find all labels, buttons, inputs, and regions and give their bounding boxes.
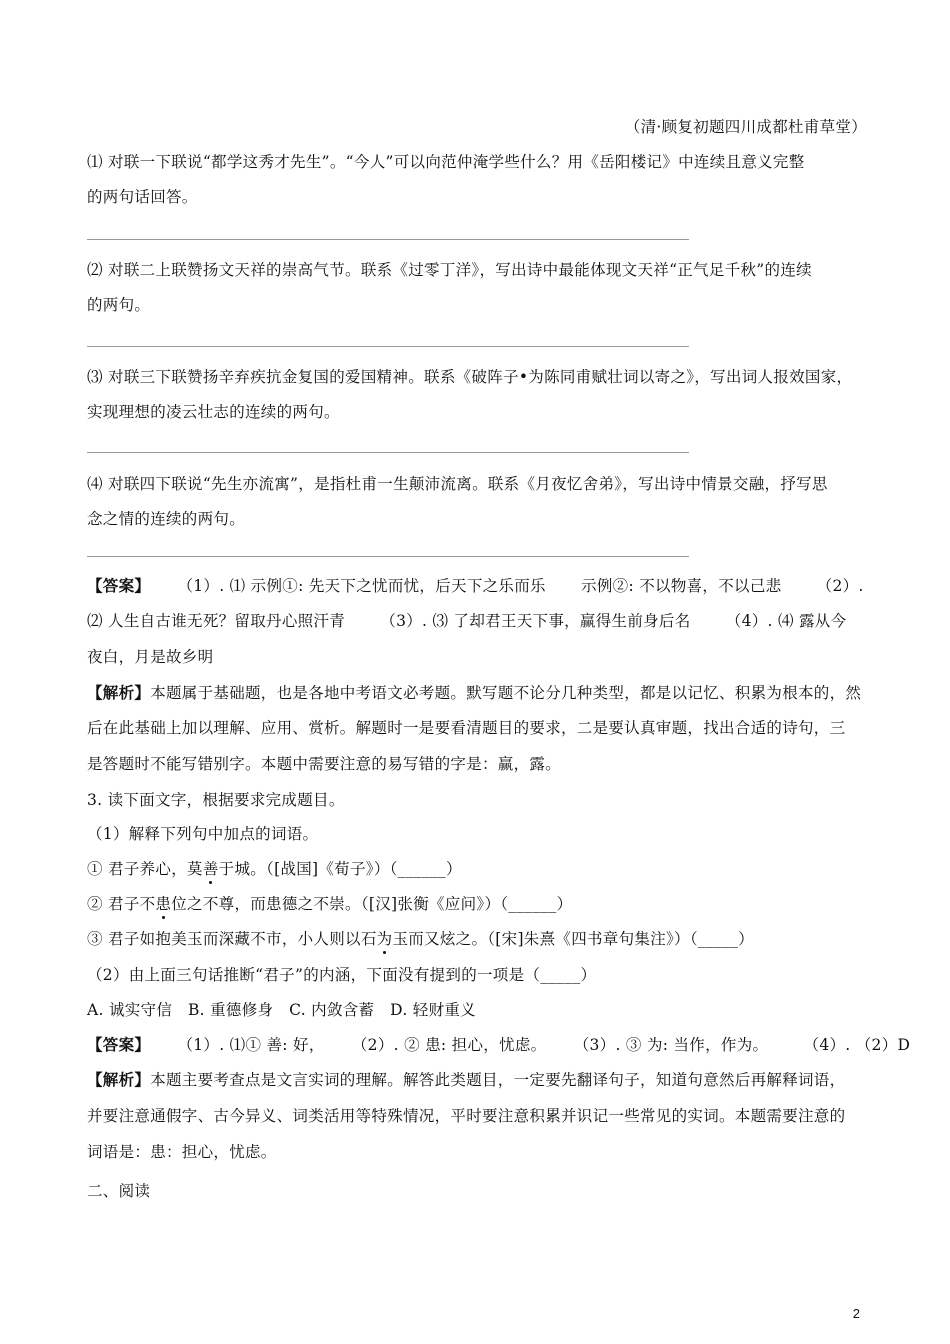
question-3-item-2: [87, 894, 867, 914]
item-text: ③ 君子如抱美玉而深藏不市，小人则以石: [87, 930, 377, 948]
answer-1-line-2d: （4）. ⑷ 露从今: [725, 612, 847, 630]
answer-1-line-3: 夜白，月是故乡明: [87, 648, 214, 666]
item-text: 玉而又炫之。（[宋]朱熹《四书章句集注》）（_____）: [392, 930, 754, 948]
item-text: ① 君子养心，莫: [87, 860, 203, 878]
answer-2-a3: （3）. ③ 为: 当作，作为。: [573, 1036, 769, 1054]
question-4-line-2: 念之情的连续的两句。: [87, 510, 246, 528]
question-3-item-3: [87, 929, 867, 949]
answer-blank-line: [87, 452, 689, 453]
item-text: 位之不尊，而患德之不崇。（[汉]张衡《应问》）（______）: [171, 895, 573, 913]
question-1-line-2: 的两句话回答。: [87, 188, 198, 206]
answer-2-a1: （1）. ⑴① 善: 好，: [177, 1036, 325, 1054]
source-line: （清·顾复初题四川成都杜甫草堂）: [624, 118, 867, 136]
dotted-word: 为: [376, 930, 393, 948]
analysis-label: 【解析】: [87, 1070, 151, 1089]
answer-blank-line: [87, 239, 689, 240]
answer-1-part-3: （2）.: [816, 577, 864, 595]
question-4-line-1: ⑷ 对联四下联说“先生亦流寓”，是指杜甫一生颠沛流离。联系《月夜忆舍弟》，写出诗中情景交融，抒写思: [87, 475, 828, 493]
analysis-2-line-2: 并要注意通假字、古今异义、词类活用等特殊情况，平时要注意积累并识记一些常见的实词。本题需要注意的: [87, 1107, 846, 1125]
answer-blank-line: [87, 346, 689, 347]
item-text: 于城。（[战国]《荀子》）（______）: [218, 860, 462, 878]
answer-2-a2: （2）. ② 患: 担心，忧虑。: [351, 1036, 547, 1054]
answer-1-line-2c: ⑶ 了却君王天下事，赢得生前身后名: [432, 612, 691, 630]
question-3-title: 3. 读下面文字，根据要求完成题目。: [87, 791, 345, 809]
question-3-sub-2: （2）由上面三句话推断“君子”的内涵，下面没有提到的一项是（_____）: [87, 966, 597, 984]
analysis-1-line-2: 后在此基础上加以理解、应用、赏析。解题时一是要看清题目的要求，二是要认真审题，找出合适的诗句，三: [87, 719, 846, 737]
answer-1-line-2b: （3）.: [380, 612, 428, 630]
question-2-line-1: ⑵ 对联二上联赞扬文天祥的崇高气节。联系《过零丁洋》，写出诗中最能体现文天祥“正气足千秋”的连续: [87, 261, 812, 279]
answer-label: 【答案】: [87, 576, 151, 595]
answer-1-line-2a: ⑵ 人生自古谁无死？留取丹心照汗青: [87, 612, 346, 630]
analysis-2-text: 本题主要考查点是文言实词的理解。解答此类题目，一定要先翻译句子，知道句意然后再解释词语，: [150, 1071, 846, 1089]
answer-label: 【答案】: [87, 1035, 151, 1054]
dotted-word: 患: [155, 895, 172, 913]
question-3-line-1: ⑶ 对联三下联赞扬辛弃疾抗金复国的爱国精神。联系《破阵子•为陈同甫赋壮词以寄之》，写出词人报效国家，: [87, 368, 853, 386]
answer-1-line-1: [87, 576, 867, 596]
analysis-1-line-1: [87, 683, 867, 703]
item-text: ② 君子不: [87, 895, 156, 913]
question-3-item-1: [87, 859, 867, 879]
analysis-2-line-1: [87, 1070, 867, 1090]
page-number: 2: [852, 1306, 860, 1321]
answer-2-line: [87, 1035, 911, 1055]
question-1-line-1: ⑴ 对联一下联说“都学这秀才先生”。“今人”可以向范仲淹学些什么？用《岳阳楼记》中连续且意义完整: [87, 153, 805, 171]
answer-2-a4: （4）. （2）D: [803, 1036, 911, 1054]
question-3-options: A. 诚实守信 B. 重德修身 C. 内敛含蓄 D. 轻财重义: [87, 1001, 476, 1019]
dotted-word: 善: [202, 860, 219, 878]
analysis-1-line-3: 是答题时不能写错别字。本题中需要注意的易写错的字是：赢，露。: [87, 755, 562, 773]
question-3-line-2: 实现理想的凌云壮志的连续的两句。: [87, 403, 340, 421]
analysis-label: 【解析】: [87, 683, 151, 702]
analysis-1-text: 本题属于基础题，也是各地中考语文必考题。默写题不论分几种类型，都是以记忆、积累为根本的，然: [150, 684, 862, 702]
answer-blank-line: [87, 556, 689, 557]
analysis-2-line-3: 词语是：患：担心，忧虑。: [87, 1143, 277, 1161]
answer-1-part-2: 示例②: 不以物喜，不以己悲: [581, 577, 782, 595]
question-3-sub-1: （1）解释下列句中加点的词语。: [87, 825, 319, 843]
question-2-line-2: 的两句。: [87, 296, 151, 314]
answer-1-part-1: （1）. ⑴ 示例①: 先天下之忧而忧，后天下之乐而乐: [177, 577, 546, 595]
section-heading: 二、阅读: [87, 1182, 151, 1200]
answer-1-line-2: [87, 611, 867, 631]
